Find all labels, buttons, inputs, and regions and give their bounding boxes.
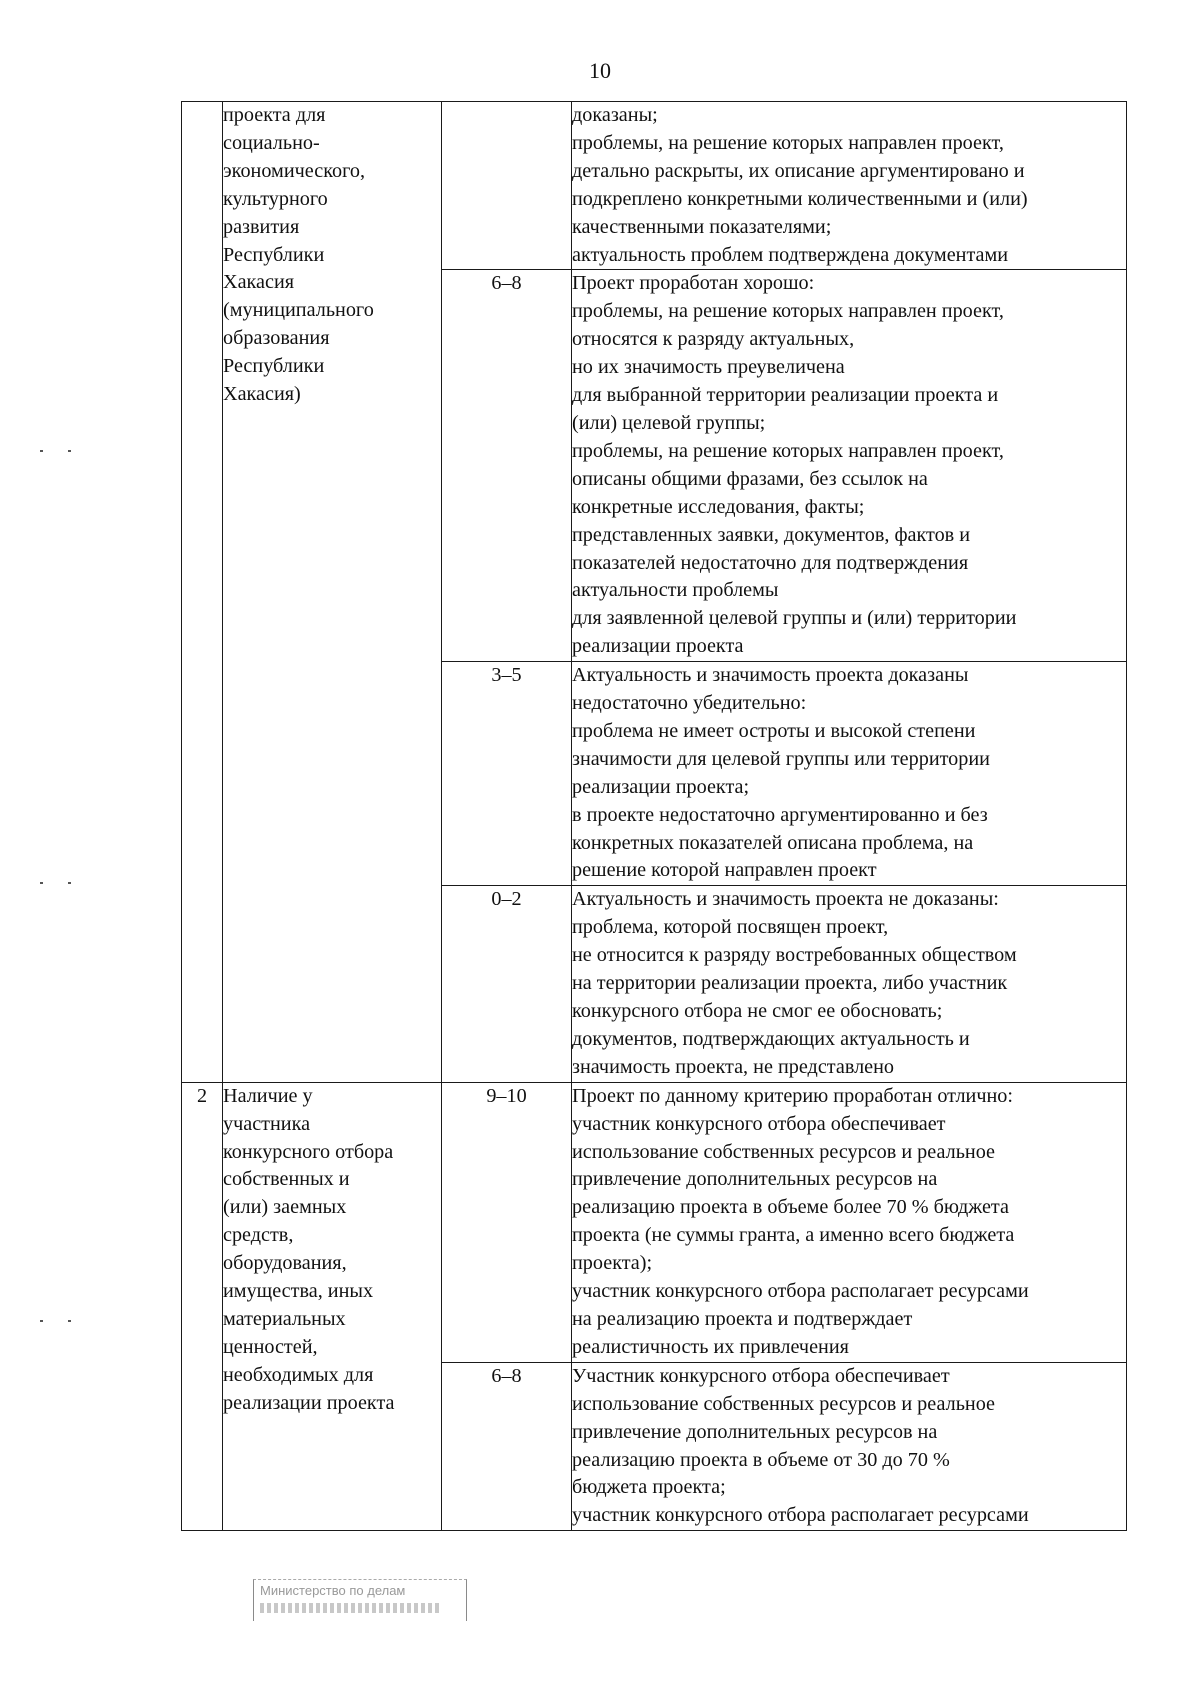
description-line: реализации проекта;	[572, 775, 750, 798]
criterion-name-line: собственных и	[223, 1168, 350, 1191]
description-line: конкретные исследования, факты;	[572, 495, 865, 518]
criterion-name-line: оборудования,	[223, 1252, 347, 1275]
description-line: бюджета проекта;	[572, 1476, 726, 1499]
criterion-name-line: реализации проекта	[223, 1391, 395, 1414]
description-line: проекта (не суммы гранта, а именно всего бюджета	[572, 1224, 1015, 1247]
criterion-name	[223, 1082, 442, 1531]
description-line: но их значимость преувеличена	[572, 356, 845, 379]
criterion-name-line: экономического,	[223, 159, 366, 182]
criterion-name-line: образования	[223, 327, 330, 350]
score-range: 0–2	[442, 886, 572, 1082]
description-line: подкреплено конкретными количественными и (или)	[572, 187, 1028, 210]
criterion-name-line: Республики	[223, 355, 325, 378]
description-line: проблемы, на решение которых направлен проект,	[572, 300, 1004, 323]
description-line: доказаны;	[572, 104, 658, 126]
criterion-name-line: Республики	[223, 243, 325, 266]
description-line: участник конкурсного отбора обеспечивает	[572, 1112, 946, 1135]
scan-mark	[68, 1320, 71, 1322]
description-line: привлечение дополнительных ресурсов на	[572, 1168, 938, 1191]
description-line: проблема не имеет остроты и высокой степени	[572, 719, 976, 742]
description-line: Проект по данному критерию проработан отлично:	[572, 1084, 1014, 1107]
description-line: показателей недостаточно для подтверждения	[572, 551, 969, 574]
score-description	[572, 1362, 1127, 1530]
criteria-row	[182, 1082, 1127, 1362]
criterion-name	[223, 102, 442, 1083]
score-range: 9–10	[442, 1082, 572, 1362]
description-line: реализацию проекта в объеме от 30 до 70 %	[572, 1448, 950, 1471]
scan-mark	[68, 882, 71, 884]
criterion-name-line: Хакасия	[223, 271, 295, 294]
description-line: значимость проекта, не представлено	[572, 1055, 895, 1078]
score-description	[572, 270, 1127, 662]
criterion-name-line: средств,	[223, 1224, 294, 1247]
description-line: (или) целевой группы;	[572, 411, 766, 434]
page-number: 10	[589, 58, 611, 83]
stamp-text: Министерство по делам	[260, 1583, 406, 1598]
description-line: для выбранной территории реализации проекта и	[572, 384, 999, 407]
criterion-name-line: материальных	[223, 1307, 346, 1330]
score-description	[572, 886, 1127, 1082]
score-description	[572, 662, 1127, 886]
description-line: Участник конкурсного отбора обеспечивает	[572, 1364, 950, 1387]
description-line: проекта);	[572, 1252, 653, 1275]
criterion-name-line: ценностей,	[223, 1335, 318, 1358]
score-range: 6–8	[442, 1362, 572, 1530]
description-line: на реализацию проекта и подтверждает	[572, 1307, 913, 1330]
scan-mark	[40, 450, 43, 452]
criterion-name-line: развития	[223, 215, 300, 238]
description-line: реализации проекта	[572, 635, 744, 658]
description-line: использование собственных ресурсов и реальное	[572, 1140, 996, 1163]
criterion-number	[182, 102, 223, 1083]
description-line: Актуальность и значимость проекта не доказаны:	[572, 888, 999, 911]
stamp-illegible-line	[260, 1603, 440, 1613]
description-line: актуальность проблем подтверждена документами	[572, 243, 1009, 266]
description-line: на территории реализации проекта, либо участник	[572, 972, 1008, 995]
criterion-name-line: (или) заемных	[223, 1196, 347, 1219]
criterion-name-line: имущества, иных	[223, 1280, 374, 1303]
description-line: привлечение дополнительных ресурсов на	[572, 1420, 938, 1443]
criterion-name-line: Наличие у	[223, 1084, 313, 1107]
score-range: 6–8	[442, 270, 572, 662]
criteria-table-body	[182, 102, 1127, 1531]
description-line: реалистичность их привлечения	[572, 1335, 849, 1358]
description-line: проблемы, на решение которых направлен проект,	[572, 439, 1004, 462]
office-stamp	[253, 1579, 467, 1621]
criterion-name-line: социально-	[223, 131, 320, 154]
score-description	[572, 102, 1127, 270]
description-line: не относится к разряду востребованных обществом	[572, 944, 1017, 967]
criterion-name-line: конкурсного отбора	[223, 1140, 394, 1163]
description-line: проблемы, на решение которых направлен проект,	[572, 131, 1004, 154]
criterion-name-line: участника	[223, 1112, 311, 1135]
description-line: Актуальность и значимость проекта доказаны	[572, 664, 969, 687]
description-line: детально раскрыты, их описание аргументировано и	[572, 159, 1025, 182]
description-line: относятся к разряду актуальных,	[572, 328, 855, 351]
criterion-name-line: Хакасия)	[223, 383, 301, 406]
scan-mark	[68, 450, 71, 452]
criterion-number: 2	[182, 1082, 223, 1531]
description-line: Проект проработан хорошо:	[572, 272, 815, 295]
description-line: использование собственных ресурсов и реальное	[572, 1392, 996, 1415]
description-line: описаны общими фразами, без ссылок на	[572, 467, 928, 490]
criteria-row	[182, 102, 1127, 270]
criterion-name-line: (муниципального	[223, 299, 374, 322]
criteria-table	[181, 101, 1127, 1531]
description-line: участник конкурсного отбора располагает ресурсами	[572, 1280, 1029, 1303]
description-line: проблема, которой посвящен проект,	[572, 916, 889, 939]
score-range	[442, 102, 572, 270]
description-line: реализацию проекта в объеме более 70 % бюджета	[572, 1196, 1009, 1219]
criterion-name-line: необходимых для	[223, 1363, 374, 1386]
description-line: недостаточно убедительно:	[572, 692, 807, 715]
description-line: качественными показателями;	[572, 215, 832, 238]
description-line: актуальности проблемы	[572, 579, 779, 602]
description-line: значимости для целевой группы или территории	[572, 747, 990, 770]
scan-mark	[40, 1320, 43, 1322]
description-line: представленных заявки, документов, фактов и	[572, 523, 971, 546]
description-line: конкурсного отбора не смог ее обосновать;	[572, 1000, 943, 1022]
score-range: 3–5	[442, 662, 572, 886]
score-description	[572, 1082, 1127, 1362]
description-line: конкретных показателей описана проблема, на	[572, 831, 974, 854]
criterion-name-line: культурного	[223, 187, 328, 210]
description-line: решение которой направлен проект	[572, 859, 877, 882]
description-line: участник конкурсного отбора располагает ресурсами	[572, 1504, 1029, 1527]
scan-mark	[40, 882, 43, 884]
criterion-name-line: проекта для	[223, 104, 326, 126]
description-line: для заявленной целевой группы и (или) территории	[572, 607, 1017, 630]
description-line: документов, подтверждающих актуальность и	[572, 1027, 970, 1050]
description-line: в проекте недостаточно аргументированно и без	[572, 803, 988, 826]
